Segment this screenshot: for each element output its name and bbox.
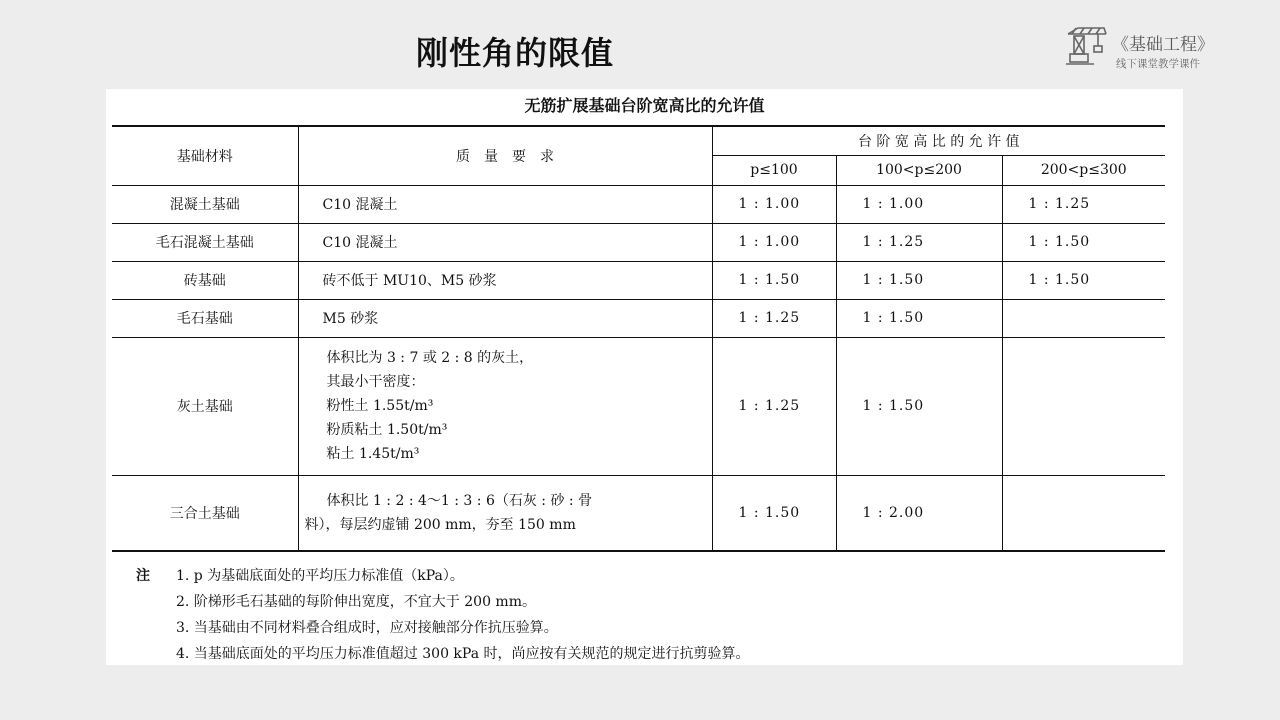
notes-list	[176, 563, 750, 667]
header-material: 基础材料	[112, 126, 298, 185]
requirement-line: 粉性土 1.55t/m³	[326, 398, 434, 414]
note-item: 1. p 为基础底面处的平均压力标准值（kPa）。	[176, 568, 464, 584]
table-notes	[136, 563, 750, 667]
cell-material: 毛石基础	[112, 299, 298, 337]
notes-label: 注	[136, 568, 150, 584]
ratio-table	[112, 125, 1165, 552]
logo-brand: 《基础工程》	[1112, 35, 1214, 55]
course-logo	[1064, 24, 1234, 72]
cell-requirement	[298, 475, 712, 551]
header-p2: 100<p≤200	[836, 155, 1002, 185]
cell-requirement: C10 混凝土	[298, 223, 712, 261]
table-row	[112, 337, 1165, 475]
cell-requirement: 砖不低于 MU10、M5 砂浆	[298, 261, 712, 299]
cell-ratio: 1 : 1.25	[1002, 185, 1165, 223]
cell-requirement: M5 砂浆	[298, 299, 712, 337]
header-p1: p≤100	[712, 155, 836, 185]
header-ratio-group: 台 阶 宽 高 比 的 允 许 值	[712, 126, 1165, 155]
cell-ratio: 1 : 2.00	[836, 475, 1002, 551]
table-header-row	[112, 126, 1165, 155]
note-item: 4. 当基础底面处的平均压力标准值超过 300 kPa 时，尚应按有关规范的规定进行抗剪验算。	[176, 646, 750, 662]
cell-ratio: 1 : 1.50	[1002, 261, 1165, 299]
header-requirement: 质 量 要 求	[298, 126, 712, 185]
header-p3: 200<p≤300	[1002, 155, 1165, 185]
requirement-line: 粉质粘土 1.50t/m³	[326, 422, 448, 438]
scanned-document	[106, 89, 1183, 665]
cell-ratio: 1 : 1.50	[712, 261, 836, 299]
cell-ratio: 1 : 1.50	[836, 261, 1002, 299]
table-row	[112, 223, 1165, 261]
table-title: 无筋扩展基础台阶宽高比的允许值	[524, 96, 765, 115]
requirement-line: 其最小干密度：	[326, 374, 425, 390]
cell-ratio: 1 : 1.00	[712, 223, 836, 261]
cell-ratio: 1 : 1.50	[836, 337, 1002, 475]
cell-material: 混凝土基础	[112, 185, 298, 223]
cell-material: 灰土基础	[112, 337, 298, 475]
cell-ratio: 1 : 1.25	[712, 337, 836, 475]
cell-requirement: C10 混凝土	[298, 185, 712, 223]
crane-icon	[1064, 24, 1110, 68]
cell-material: 三合土基础	[112, 475, 298, 551]
cell-ratio: 1 : 1.25	[836, 223, 1002, 261]
table-row	[112, 185, 1165, 223]
table-row	[112, 299, 1165, 337]
slide-title: 刚性角的限值	[416, 34, 615, 72]
requirement-line: 体积比为 3 : 7 或 2 : 8 的灰土，	[326, 350, 534, 366]
table-row	[112, 261, 1165, 299]
requirement-line: 料），每层约虚铺 200 mm，夯至 150 mm	[304, 516, 576, 533]
table-row	[112, 475, 1165, 551]
requirement-line: 体积比 1 : 2 : 4～1 : 3 : 6（石灰 : 砂 : 骨	[326, 492, 593, 509]
cell-material: 毛石混凝土基础	[112, 223, 298, 261]
cell-ratio: 1 : 1.25	[712, 299, 836, 337]
note-item: 3. 当基础由不同材料叠合组成时，应对接触部分作抗压验算。	[176, 620, 558, 636]
cell-ratio: 1 : 1.00	[836, 185, 1002, 223]
cell-ratio: 1 : 1.50	[712, 475, 836, 551]
cell-ratio: 1 : 1.50	[836, 299, 1002, 337]
requirement-line: 粘土 1.45t/m³	[326, 446, 420, 462]
note-item: 2. 阶梯形毛石基础的每阶伸出宽度，不宜大于 200 mm。	[176, 594, 536, 610]
cell-ratio: 1 : 1.50	[1002, 223, 1165, 261]
cell-requirement	[298, 337, 712, 475]
logo-subtitle: 线下课堂教学课件	[1116, 58, 1200, 70]
cell-ratio: 1 : 1.00	[712, 185, 836, 223]
cell-ratio	[1002, 337, 1165, 475]
cell-ratio	[1002, 475, 1165, 551]
cell-ratio	[1002, 299, 1165, 337]
cell-material: 砖基础	[112, 261, 298, 299]
